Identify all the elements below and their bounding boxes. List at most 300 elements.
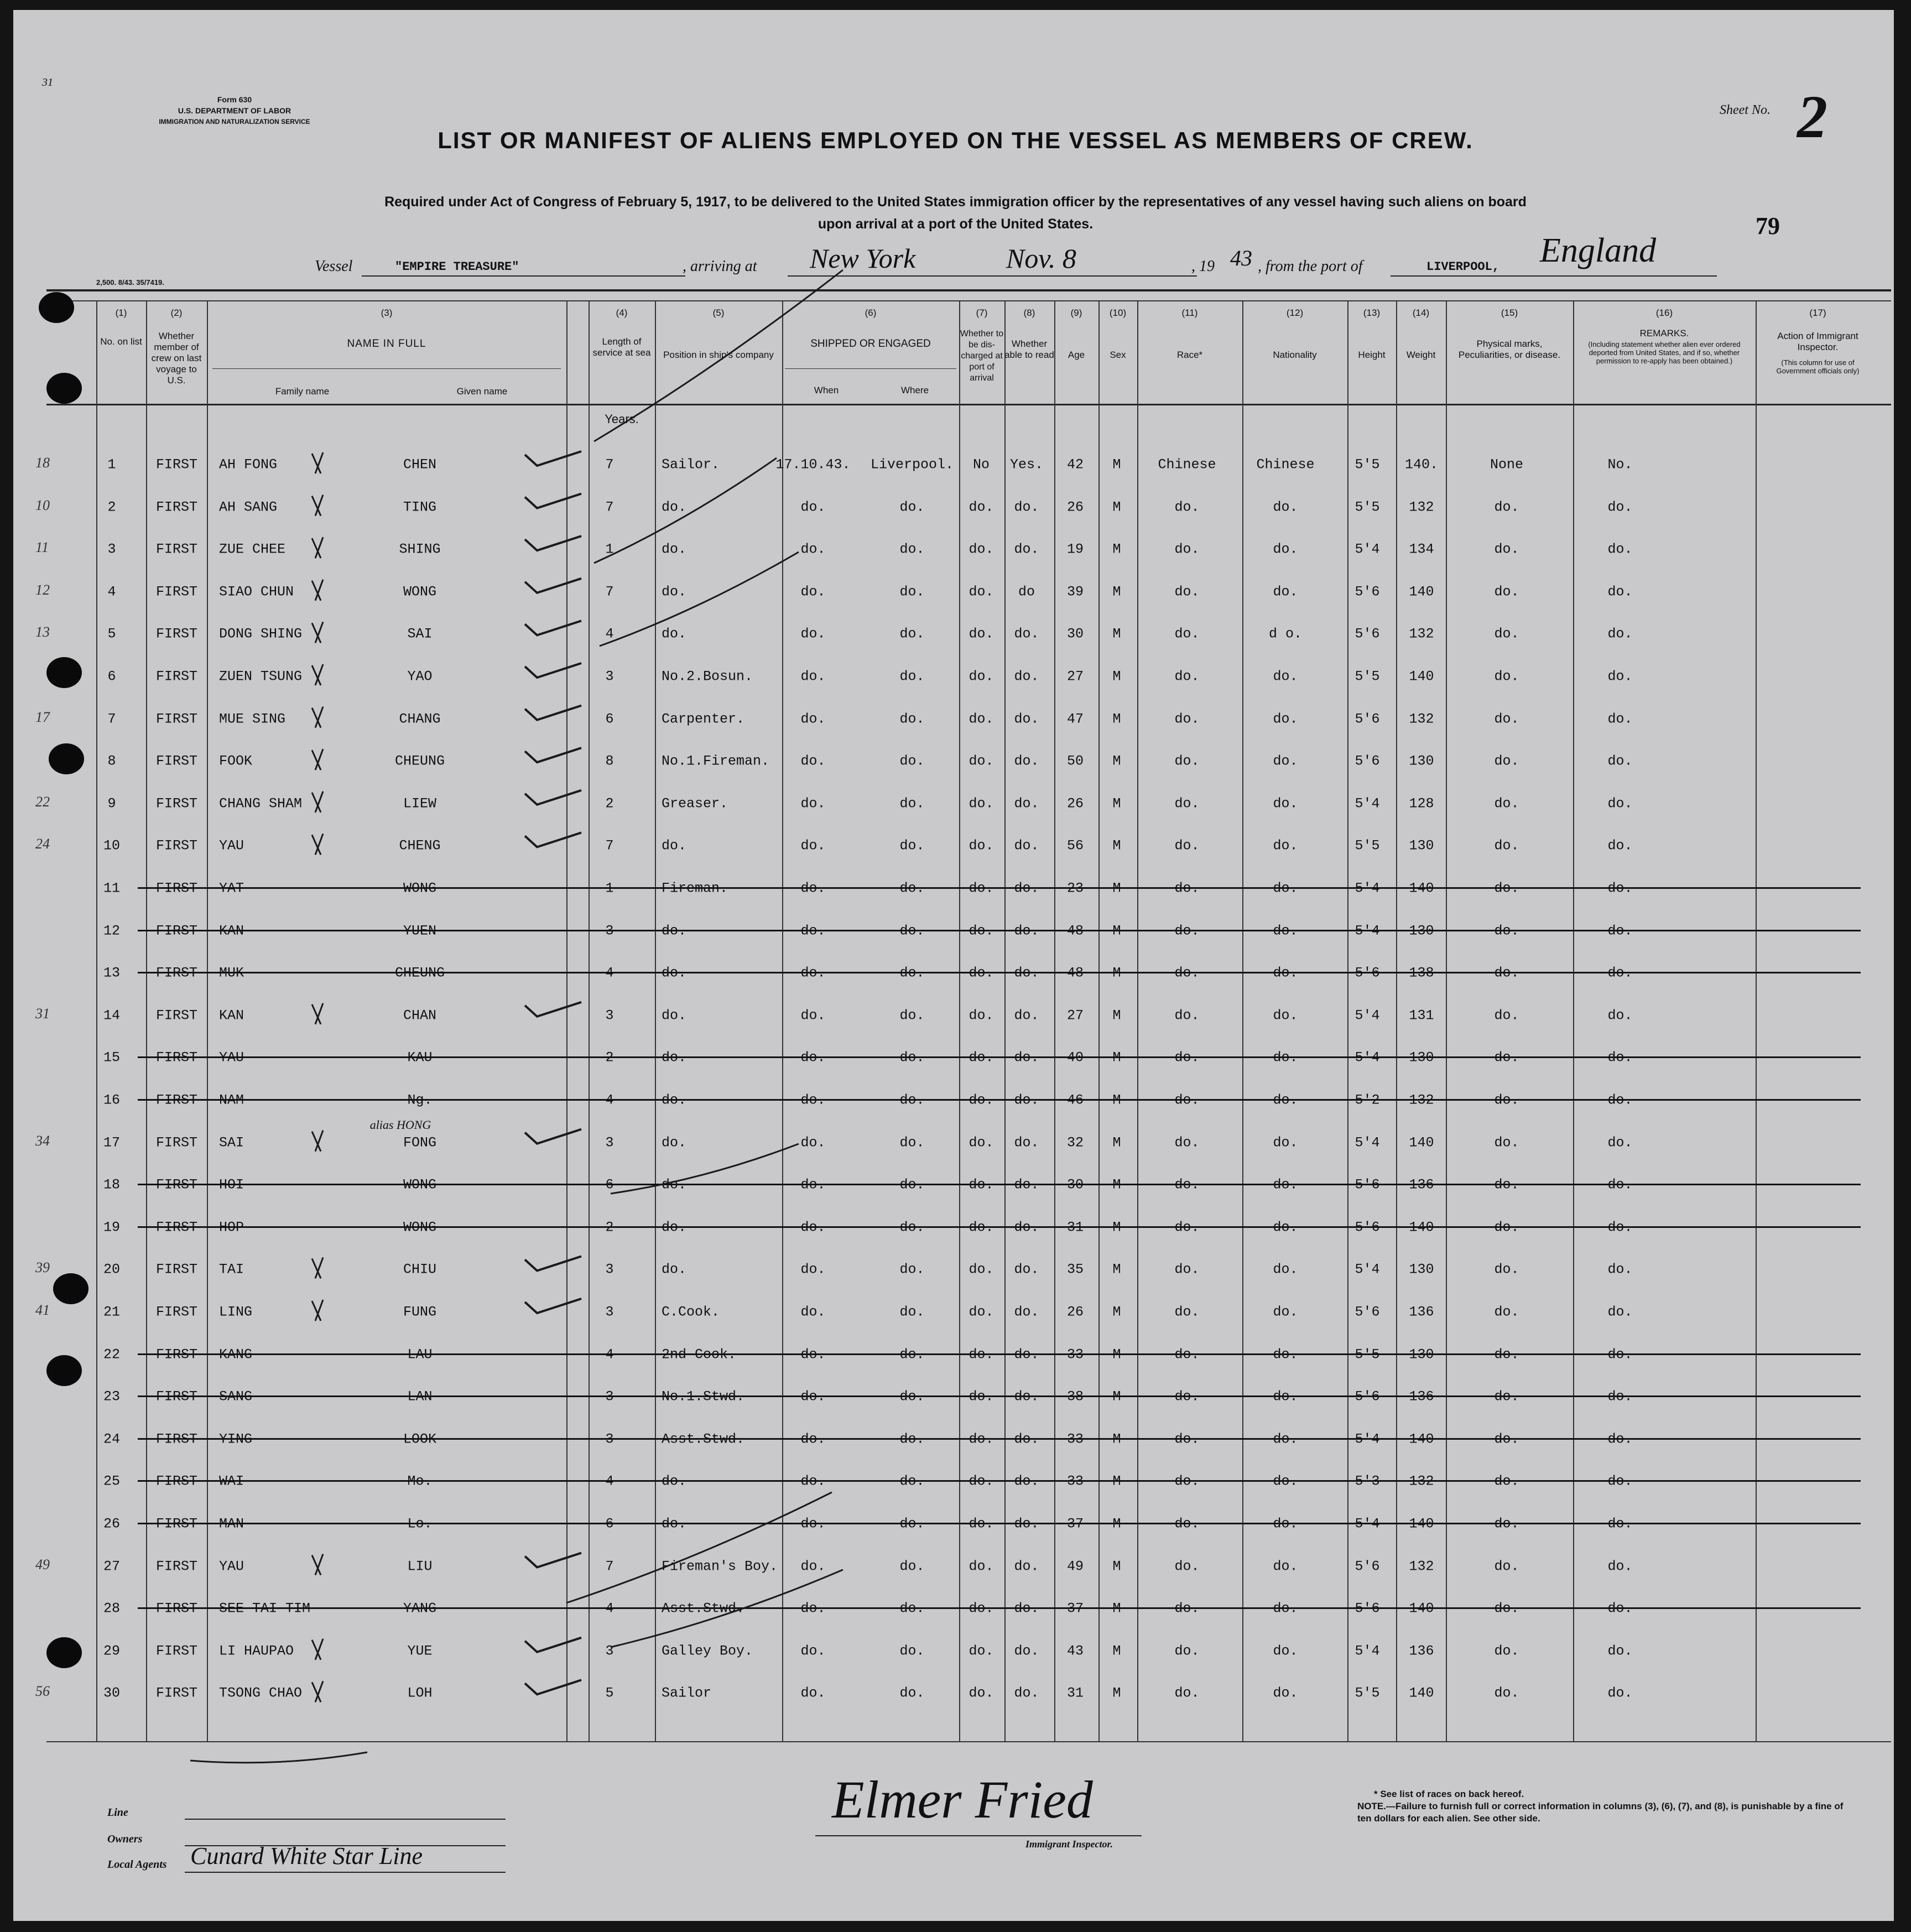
cell-position: Fireman. <box>662 880 728 897</box>
cell-no: 19 <box>103 1219 121 1236</box>
cell-age: 26 <box>1066 1304 1084 1320</box>
vessel-label: Vessel <box>315 258 353 275</box>
cell-remarks: do. <box>1607 1685 1633 1701</box>
vessel-name: "EMPIRE TREASURE" <box>395 260 519 274</box>
cell-when: do. <box>800 1007 826 1024</box>
cell-position: No.1.Fireman. <box>662 753 770 769</box>
cell-race: do. <box>1174 1176 1200 1193</box>
cell-member: FIRST <box>156 1304 198 1320</box>
cell-weight: 130 <box>1409 753 1434 769</box>
cell-read: do. <box>1014 1219 1039 1236</box>
cell-discharged: do. <box>968 1643 994 1659</box>
colnum-9: (9) <box>1070 308 1082 318</box>
cell-position: Greaser. <box>662 795 728 812</box>
colnum-13: (13) <box>1363 308 1381 318</box>
check-mark <box>525 536 581 550</box>
cell-family: ZUEN TSUNG <box>219 668 303 685</box>
cell-read: do. <box>1014 1473 1039 1490</box>
cell-marks: do. <box>1494 1600 1519 1617</box>
cell-age: 40 <box>1066 1049 1084 1066</box>
cell-discharged: do. <box>968 965 994 981</box>
cell-when: do. <box>800 1261 826 1278</box>
cell-weight: 132 <box>1409 711 1434 727</box>
cell-race: do. <box>1174 1473 1200 1490</box>
cell-given: YUE <box>407 1643 433 1659</box>
cell-family: WAI <box>219 1473 244 1490</box>
cell-marks: do. <box>1494 1134 1519 1151</box>
colhead-remarks: REMARKS. <box>1639 328 1689 339</box>
margin-note: 34 <box>35 1133 50 1149</box>
check-mark <box>525 451 581 466</box>
cell-given: LIEW <box>403 795 437 812</box>
cell-position: do. <box>662 1261 687 1278</box>
cell-discharged: do. <box>968 1049 994 1066</box>
cell-remarks: do. <box>1607 1600 1633 1617</box>
cell-nationality: do. <box>1273 584 1298 600</box>
cell-marks: do. <box>1494 1219 1519 1236</box>
cell-when: do. <box>800 1516 826 1532</box>
cell-read: do. <box>1014 668 1039 685</box>
cell-weight: 140 <box>1409 668 1434 685</box>
cell-position: do. <box>662 1092 687 1108</box>
cell-sex: M <box>1112 1092 1121 1108</box>
cell-discharged: do. <box>968 711 994 727</box>
cell-where: do. <box>899 1176 925 1193</box>
cell-remarks: do. <box>1607 1473 1633 1490</box>
print-code: 2,500. 8/43. 35/7419. <box>96 278 164 287</box>
cross-mark <box>312 537 323 558</box>
check-mark <box>525 1002 581 1017</box>
cell-weight: 130 <box>1409 1346 1434 1363</box>
cell-discharged: do. <box>968 1685 994 1701</box>
cell-race: do. <box>1174 1346 1200 1363</box>
margin-note: 56 <box>35 1683 50 1699</box>
cell-where: do. <box>899 1092 925 1108</box>
cell-no: 8 <box>107 753 116 769</box>
cell-years: 3 <box>605 1261 614 1278</box>
cell-age: 50 <box>1066 753 1084 769</box>
cell-sex: M <box>1112 1219 1121 1236</box>
cell-height: 5'4 <box>1355 880 1380 897</box>
colhead-read: Whether able to read <box>1004 339 1054 360</box>
cell-age: 47 <box>1066 711 1084 727</box>
form-number: Form 630 <box>217 95 252 104</box>
arrival-date: Nov. 8 <box>1006 243 1076 274</box>
cell-race: do. <box>1174 1049 1200 1066</box>
cell-position: Asst.Stwd. <box>662 1431 745 1447</box>
cell-remarks: do. <box>1607 626 1633 642</box>
cell-race: do. <box>1174 541 1200 558</box>
cell-when: do. <box>800 965 826 981</box>
cell-given: LAU <box>407 1346 433 1363</box>
cell-nationality: do. <box>1273 1304 1298 1320</box>
cell-marks: do. <box>1494 1092 1519 1108</box>
cell-years: 6 <box>605 1176 614 1193</box>
cell-member: FIRST <box>156 923 198 939</box>
signature-underline <box>815 1835 1142 1836</box>
cell-when: do. <box>800 1092 826 1108</box>
cell-member: FIRST <box>156 880 198 897</box>
cell-discharged: do. <box>968 1600 994 1617</box>
cell-years: 4 <box>605 1473 614 1490</box>
cross-mark <box>312 452 323 473</box>
cell-given: CHENG <box>399 837 441 854</box>
colhead-name: NAME IN FULL <box>347 338 426 350</box>
margin-note: 18 <box>35 455 50 471</box>
cell-no: 5 <box>107 626 116 642</box>
cell-race: do. <box>1174 711 1200 727</box>
cell-member: FIRST <box>156 668 198 685</box>
cell-nationality: do. <box>1273 1643 1298 1659</box>
cell-given: KAU <box>407 1049 433 1066</box>
cell-age: 35 <box>1066 1261 1084 1278</box>
cell-height: 5'5 <box>1355 456 1380 473</box>
cell-remarks: do. <box>1607 1558 1633 1575</box>
cell-weight: 134 <box>1409 541 1434 558</box>
cell-when: do. <box>800 711 826 727</box>
cell-race: do. <box>1174 1134 1200 1151</box>
cell-years: 3 <box>605 1304 614 1320</box>
cell-discharged: do. <box>968 1176 994 1193</box>
cell-height: 5'4 <box>1355 1049 1380 1066</box>
cell-family: YAT <box>219 880 244 897</box>
cell-no: 3 <box>107 541 116 558</box>
cross-mark <box>312 495 323 516</box>
cell-family: YAU <box>219 1049 244 1066</box>
pen-stroke <box>190 1752 367 1763</box>
cell-read: do. <box>1014 1092 1039 1108</box>
cell-no: 29 <box>103 1643 121 1659</box>
cell-age: 46 <box>1066 1092 1084 1108</box>
cell-member: FIRST <box>156 1643 198 1659</box>
cell-remarks: do. <box>1607 1049 1633 1066</box>
cell-sex: M <box>1112 1516 1121 1532</box>
cell-member: FIRST <box>156 753 198 769</box>
margin-note: 24 <box>35 836 50 852</box>
cell-read: do. <box>1014 837 1039 854</box>
year-prefix: , 19 <box>1191 258 1215 275</box>
cell-where: do. <box>899 1558 925 1575</box>
cell-given: CHAN <box>403 1007 437 1024</box>
cell-member: FIRST <box>156 1007 198 1024</box>
cell-when: do. <box>800 1473 826 1490</box>
cross-mark <box>312 749 323 770</box>
cell-given: WONG <box>403 584 437 600</box>
cell-remarks: do. <box>1607 1092 1633 1108</box>
cell-given: FONG <box>403 1134 437 1151</box>
cell-height: 5'5 <box>1355 668 1380 685</box>
cell-marks: do. <box>1494 541 1519 558</box>
colhead-position: Position in ship's company <box>663 350 774 360</box>
cell-given: WONG <box>403 1219 437 1236</box>
cell-member: FIRST <box>156 1431 198 1447</box>
cell-member: FIRST <box>156 1049 198 1066</box>
cell-age: 48 <box>1066 923 1084 939</box>
cell-no: 2 <box>107 499 116 515</box>
cross-mark <box>312 580 323 601</box>
cell-race: do. <box>1174 880 1200 897</box>
cell-when: do. <box>800 1219 826 1236</box>
cell-height: 5'6 <box>1355 584 1380 600</box>
cell-nationality: do. <box>1273 541 1298 558</box>
cell-marks: do. <box>1494 1346 1519 1363</box>
manifest-title: LIST OR MANIFEST OF ALIENS EMPLOYED ON THE VESSEL AS MEMBERS OF CREW. <box>438 127 1473 153</box>
pen-stroke <box>594 458 777 563</box>
cell-when: do. <box>800 1134 826 1151</box>
cell-when: do. <box>800 923 826 939</box>
cell-race: do. <box>1174 499 1200 515</box>
binder-hole <box>46 1355 82 1386</box>
cell-no: 9 <box>107 795 116 812</box>
cell-discharged: do. <box>968 1516 994 1532</box>
cell-where: Liverpool. <box>870 456 954 473</box>
cell-height: 5'5 <box>1355 837 1380 854</box>
check-mark <box>525 1129 581 1144</box>
cell-years: 5 <box>605 1685 614 1701</box>
sheet-number: 2 <box>1797 83 1827 150</box>
cell-discharged: do. <box>968 1473 994 1490</box>
cell-age: 27 <box>1066 1007 1084 1024</box>
cell-given: SAI <box>407 626 433 642</box>
cell-weight: 136 <box>1409 1304 1434 1320</box>
cell-nationality: do. <box>1273 1134 1298 1151</box>
cell-where: do. <box>899 1049 925 1066</box>
cell-discharged: No <box>972 456 990 473</box>
cell-remarks: do. <box>1607 541 1633 558</box>
cross-mark <box>312 664 323 685</box>
cell-where: do. <box>899 1134 925 1151</box>
cell-read: do. <box>1014 1304 1039 1320</box>
colnum-4: (4) <box>616 308 628 318</box>
check-mark <box>525 706 581 720</box>
cell-member: FIRST <box>156 1092 198 1108</box>
binder-hole <box>46 373 82 404</box>
cell-discharged: do. <box>968 1219 994 1236</box>
cell-nationality: do. <box>1273 499 1298 515</box>
cell-remarks: do. <box>1607 711 1633 727</box>
cell-where: do. <box>899 1346 925 1363</box>
cell-read: do. <box>1014 1049 1039 1066</box>
cell-member: FIRST <box>156 499 198 515</box>
cell-nationality: do. <box>1273 1219 1298 1236</box>
check-mark <box>525 1638 581 1652</box>
cell-member: FIRST <box>156 1261 198 1278</box>
cell-position: do. <box>662 499 687 515</box>
cell-remarks: do. <box>1607 1219 1633 1236</box>
cell-where: do. <box>899 711 925 727</box>
cell-weight: 128 <box>1409 795 1434 812</box>
cell-sex: M <box>1112 499 1121 515</box>
cell-nationality: do. <box>1273 1431 1298 1447</box>
cell-position: do. <box>662 584 687 600</box>
cell-height: 5'6 <box>1355 1600 1380 1617</box>
cross-mark <box>312 1003 323 1024</box>
cell-sex: M <box>1112 1346 1121 1363</box>
cell-age: 27 <box>1066 668 1084 685</box>
pen-stroke <box>600 552 799 646</box>
cell-given: CHIU <box>403 1261 437 1278</box>
cell-where: do. <box>899 837 925 854</box>
cell-read: do. <box>1014 1643 1039 1659</box>
cross-mark <box>312 1554 323 1575</box>
cell-position: C.Cook. <box>662 1304 720 1320</box>
colnum-1: (1) <box>115 308 127 318</box>
cell-age: 33 <box>1066 1431 1084 1447</box>
manifest-sheet <box>13 10 1894 1921</box>
cell-sex: M <box>1112 1304 1121 1320</box>
cell-years: 2 <box>605 795 614 812</box>
cell-nationality: do. <box>1273 880 1298 897</box>
colhead-given: Given name <box>456 386 508 397</box>
margin-note: 17 <box>35 709 50 725</box>
cell-read: do. <box>1014 880 1039 897</box>
cell-weight: 140 <box>1409 880 1434 897</box>
cell-remarks: do. <box>1607 668 1633 685</box>
cross-mark <box>312 707 323 728</box>
cell-no: 24 <box>103 1431 121 1447</box>
cell-marks: do. <box>1494 1304 1519 1320</box>
cell-years: 3 <box>605 668 614 685</box>
margin-note: 11 <box>35 539 49 555</box>
years-unit: Years. <box>605 412 639 426</box>
cell-remarks: do. <box>1607 1643 1633 1659</box>
cell-read: Yes. <box>1009 456 1044 473</box>
cell-family: AH FONG <box>219 456 278 473</box>
cell-years: 4 <box>605 1346 614 1363</box>
cross-mark <box>312 791 323 813</box>
cell-discharged: do. <box>968 1134 994 1151</box>
pen-stroke <box>611 1144 799 1194</box>
cell-no: 21 <box>103 1304 121 1320</box>
cell-remarks: do. <box>1607 1007 1633 1024</box>
cell-position: Sailor. <box>662 456 720 473</box>
cell-position: do. <box>662 1176 687 1193</box>
cell-sex: M <box>1112 541 1121 558</box>
cell-where: do. <box>899 668 925 685</box>
cell-years: 7 <box>605 456 614 473</box>
binder-hole <box>53 1273 88 1304</box>
cell-member: FIRST <box>156 456 198 473</box>
cell-no: 23 <box>103 1388 121 1405</box>
colhead-race: Race* <box>1176 350 1203 360</box>
cell-age: 42 <box>1066 456 1084 473</box>
cell-race: do. <box>1174 1643 1200 1659</box>
arrival-port: New York <box>810 243 916 274</box>
margin-note: 12 <box>35 582 50 598</box>
cell-no: 6 <box>107 668 116 685</box>
cell-no: 1 <box>107 456 116 473</box>
cell-no: 15 <box>103 1049 121 1066</box>
cell-position: No.1.Stwd. <box>662 1388 745 1405</box>
cell-family: SEE TAI TIM <box>219 1600 311 1617</box>
check-mark <box>525 1553 581 1568</box>
cell-weight: 136 <box>1409 1643 1434 1659</box>
cross-mark <box>312 622 323 643</box>
cell-marks: do. <box>1494 837 1519 854</box>
cell-position: do. <box>662 965 687 981</box>
cell-discharged: do. <box>968 753 994 769</box>
cell-member: FIRST <box>156 837 198 854</box>
cell-no: 18 <box>103 1176 121 1193</box>
cell-position: 2nd Cook. <box>662 1346 737 1363</box>
cell-age: 39 <box>1066 584 1084 600</box>
cell-race: do. <box>1174 668 1200 685</box>
cell-no: 26 <box>103 1516 121 1532</box>
cell-where: do. <box>899 541 925 558</box>
cell-member: FIRST <box>156 1176 198 1193</box>
cell-read: do. <box>1014 1176 1039 1193</box>
cell-discharged: do. <box>968 1092 994 1108</box>
requirement-line-2: upon arrival at a port of the United States. <box>817 216 1094 232</box>
cell-years: 6 <box>605 711 614 727</box>
requirement-line-1: Required under Act of Congress of February 5, 1917, to be delivered to the United States immigration officer by the representatives of any vessel having such aliens on board <box>384 194 1527 210</box>
cell-discharged: do. <box>968 1346 994 1363</box>
cell-marks: do. <box>1494 626 1519 642</box>
cell-height: 5'5 <box>1355 1346 1380 1363</box>
arriving-label: , arriving at <box>683 258 757 275</box>
cell-weight: 140 <box>1409 1219 1434 1236</box>
colnum-15: (15) <box>1501 308 1518 318</box>
cell-marks: do. <box>1494 711 1519 727</box>
cell-where: do. <box>899 1643 925 1659</box>
cell-given: CHEN <box>403 456 437 473</box>
cell-years: 3 <box>605 1388 614 1405</box>
cell-discharged: do. <box>968 626 994 642</box>
cell-years: 2 <box>605 1049 614 1066</box>
cell-where: do. <box>899 1261 925 1278</box>
cell-weight: 136 <box>1409 1388 1434 1405</box>
cell-where: do. <box>899 1431 925 1447</box>
cell-race: do. <box>1174 1092 1200 1108</box>
cell-remarks: do. <box>1607 1431 1633 1447</box>
cell-sex: M <box>1112 880 1121 897</box>
cell-family: HOP <box>219 1219 244 1236</box>
cell-no: 7 <box>107 711 116 727</box>
owners-label: Owners <box>107 1833 143 1845</box>
cell-years: 3 <box>605 1007 614 1024</box>
cell-sex: M <box>1112 1134 1121 1151</box>
cross-mark <box>312 1300 323 1321</box>
colnum-2: (2) <box>170 308 183 318</box>
cell-weight: 130 <box>1409 1261 1434 1278</box>
cell-discharged: do. <box>968 880 994 897</box>
line-underline <box>185 1819 506 1820</box>
check-mark <box>525 1299 581 1313</box>
cell-age: 30 <box>1066 1176 1084 1193</box>
cell-when: do. <box>800 795 826 812</box>
cell-read: do. <box>1014 1431 1039 1447</box>
cell-family: LING <box>219 1304 253 1320</box>
colhead-sex: Sex <box>1110 350 1126 360</box>
cell-race: do. <box>1174 1388 1200 1405</box>
cell-where: do. <box>899 626 925 642</box>
check-mark <box>525 663 581 678</box>
cell-weight: 140 <box>1409 1685 1434 1701</box>
cell-position: do. <box>662 1134 687 1151</box>
cell-race: do. <box>1174 1304 1200 1320</box>
cell-where: do. <box>899 1007 925 1024</box>
remarks-note: (Including statement whether alien ever ordered deported from United States, and if so, whether permission to re-apply has been obtained.) <box>1588 340 1741 365</box>
cell-discharged: do. <box>968 837 994 854</box>
cell-sex: M <box>1112 1643 1121 1659</box>
colhead-where: Where <box>900 385 929 395</box>
corner-mark: 31 <box>42 76 53 88</box>
cell-height: 5'6 <box>1355 1388 1380 1405</box>
cell-remarks: do. <box>1607 923 1633 939</box>
cell-nationality: do. <box>1273 1007 1298 1024</box>
cell-marks: do. <box>1494 499 1519 515</box>
cell-discharged: do. <box>968 1007 994 1024</box>
